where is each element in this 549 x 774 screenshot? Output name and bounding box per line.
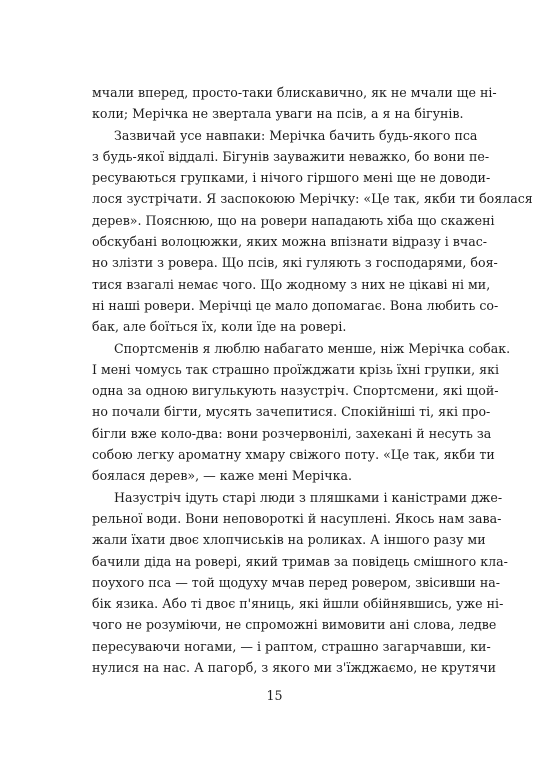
text-line: лося зустрічати. Я заспокоюю Мерічку: «Це так, якби ти боялася [92,191,533,207]
text-line: Назустріч ідуть старі люди з пляшками і каністрами дже- [114,489,503,505]
text-line: жали їхати двоє хлопчиськів на роликах. А іншого разу ми [92,532,486,548]
text-line: тися взагалі немає чого. Що жодному з них не цікаві ні ми, [92,276,491,292]
paragraph [92,487,508,679]
text-line: І мені чомусь так страшно проїжджати крізь їхні групки, які [92,361,499,377]
text-line: пересуваючи ногами, — і раптом, страшно загарчавши, ки- [92,638,491,654]
text-line: одна за одною вигулькують назустріч. Спортсмени, які щой- [92,383,499,399]
text-line: рельної води. Вони неповороткі й насуплені. Якось нам зава- [92,510,502,526]
text-line: коли; Мерічка не звертала уваги на псів, а я на бігунів. [92,106,464,122]
text-line: боялася дерев», — каже мені Мерічка. [92,468,352,484]
text-line: бачили діда на ровері, який тримав за повідець смішного кла- [92,553,508,569]
text-line: но почали бігти, мусять зачепитися. Спокійніші ті, які про- [92,404,491,420]
text-line: дерев». Пояснюю, що на ровери нападають хіба що скажені [92,212,495,228]
text-line: Зазвичай усе навпаки: Мерічка бачить будь-якого пса [114,127,478,143]
paragraph [92,82,497,125]
page-number: 15 [266,688,283,703]
text-line: нулися на нас. А пагорб, з якого ми з'їжджаємо, не крутячи [92,660,497,676]
text-line: Спортсменів я люблю набагато менше, ніж Мерічка собак. [114,340,511,356]
text-line: бігли вже коло-два: вони розчервонілі, захекані й несуть за [92,425,492,441]
text-line: чого не розуміючи, не спроможні вимовити ані слова, ледве [92,617,497,633]
text-line: мчали вперед, просто-таки блискавично, як не мчали ще ні- [92,85,497,100]
text-line: собою легку ароматну хмару свіжого поту. «Це так, якби ти [92,447,495,463]
text-line: бік язика. Або ті двоє п'яниць, які йшли обійнявшись, уже ні- [92,596,504,612]
paragraph [92,125,533,338]
body-text [92,82,533,678]
text-line: но злізти з ровера. Що псів, які гуляють з господарями, боя- [92,255,498,271]
text-line: поухого пса — той щодуху мчав перед ровером, звісивши на- [92,574,500,590]
text-line: з будь-якої віддалі. Бігунів зауважити неважко, бо вони пе- [92,148,490,164]
paragraph [92,338,511,487]
text-line: ресуваються групками, і нічого гіршого мені ще не доводи- [92,170,491,186]
text-line: обскубані волоцюжки, яких можна впізнати відразу і вчас- [92,234,488,250]
text-line: ні наші ровери. Мерічці це мало допомагає. Вона любить со- [92,297,499,313]
text-line: бак, але боїться їх, коли їде на ровері. [92,319,347,335]
